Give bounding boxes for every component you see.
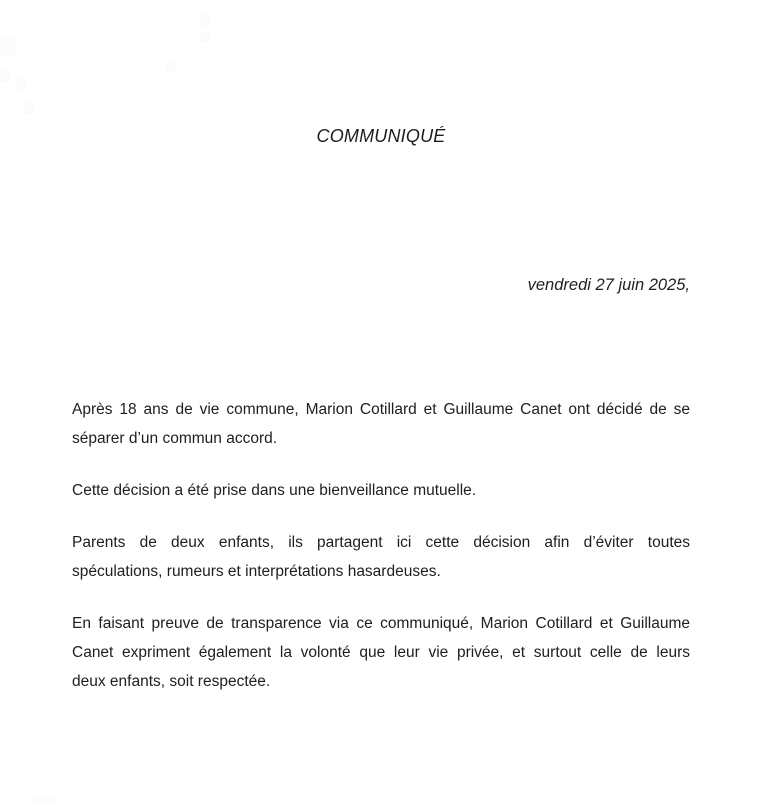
artifact-square	[24, 103, 34, 114]
artifact-square	[16, 79, 26, 89]
artifact-square	[200, 32, 209, 42]
paragraph-line: Parents de deux enfants, ils partagent ici cette décision afin d’éviter toutes	[72, 534, 690, 551]
paragraph-line: deux enfants, soit respectée.	[72, 673, 271, 690]
paragraph-line: En faisant preuve de transparence via ce communiqué, Marion Cotillard et Guillaume	[72, 615, 690, 632]
paragraph-line: Cette décision a été prise dans une bienveillance mutuelle.	[72, 482, 477, 499]
paragraph-line: Après 18 ans de vie commune, Marion Cotillard et Guillaume Canet ont décidé de se	[72, 401, 690, 418]
paragraph-line: Canet expriment également la volonté que leur vie privée, et surtout celle de leurs	[72, 644, 690, 661]
paragraph-bienveillance	[72, 476, 690, 505]
artifact-square	[200, 15, 210, 25]
document-body	[72, 395, 690, 719]
paragraph-separation	[72, 395, 690, 453]
paragraph-vie-privee	[72, 609, 690, 696]
paragraph-line: spéculations, rumeurs et interprétations hasardeuses.	[72, 563, 441, 580]
artifact-square	[31, 796, 57, 801]
paragraph-enfants	[72, 528, 690, 586]
date-line: vendredi 27 juin 2025,	[527, 276, 690, 294]
artifact-square	[0, 71, 9, 82]
document-title: COMMUNIQUÉ	[316, 126, 446, 146]
paragraph-line: séparer d’un commun accord.	[72, 430, 278, 447]
artifact-square	[0, 39, 16, 56]
artifact-square	[167, 63, 176, 72]
